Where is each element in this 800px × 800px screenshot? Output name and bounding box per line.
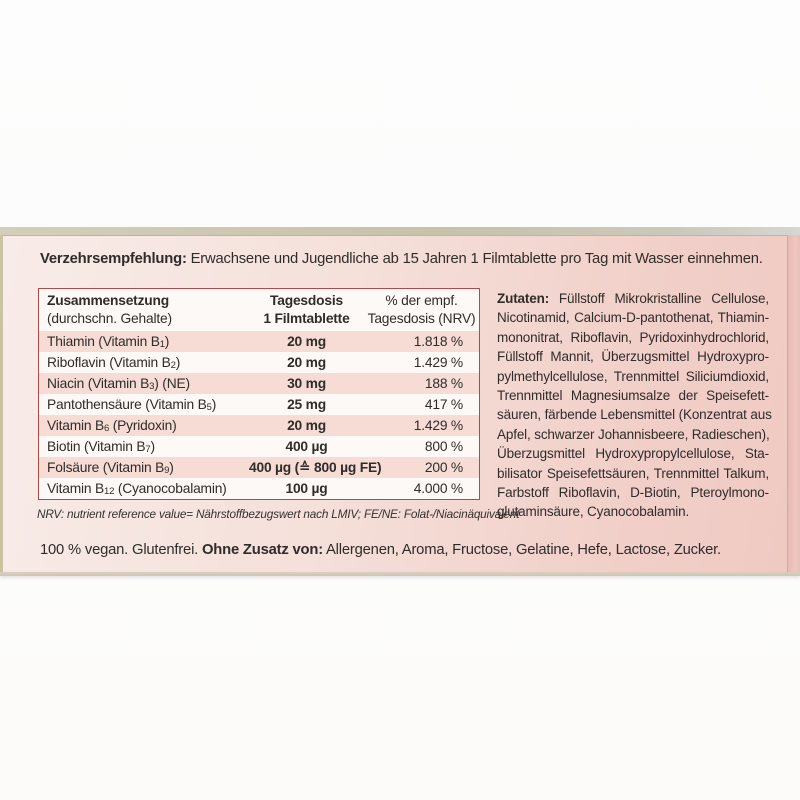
nrv-percent-value: 800 % <box>424 439 463 454</box>
table-row <box>39 394 479 415</box>
header-composition-line2: (durchschn. Gehalte) <box>47 311 172 326</box>
nutrient-name: Biotin (Vitamin B7) <box>47 439 155 456</box>
header-dose-line1: Tagesdosis <box>270 293 343 308</box>
daily-dose-value: 100 µg <box>285 481 328 496</box>
nrv-percent-value: 1.818 % <box>413 334 463 349</box>
ingredients-line: mononitrat, Riboflavin, Pyridoxinhydrochlorid, <box>497 329 769 345</box>
daily-dose-value: 20 mg <box>287 355 326 370</box>
ingredients-line: säuren, färbende Lebensmittel (Konzentrat aus <box>497 407 772 423</box>
ingredients-line: Zutaten: Füllstoff Mikrokristalline Cellulose, <box>497 291 769 306</box>
ingredients-label: Zutaten: <box>497 291 550 306</box>
vitamin-number-subscript: 2 <box>170 360 176 372</box>
table-row <box>39 373 479 394</box>
box-right-side-panel <box>787 235 800 572</box>
dosage-instruction-text: Erwachsene und Jugendliche ab 15 Jahren 1 Filmtablette pro Tag mit Wasser einnehmen. <box>186 251 763 267</box>
dosage-instruction <box>40 251 780 267</box>
claims-text-before: 100 % vegan. Glutenfrei. <box>40 542 202 558</box>
ingredients-line: bilisator Speisefettsäuren, Trennmittel Talkum, <box>497 465 769 481</box>
ingredients-line: Trennmittel Magnesiumsalze der Speisefett- <box>497 388 769 404</box>
daily-dose-value: 25 mg <box>287 397 326 412</box>
header-dose-column <box>249 292 364 331</box>
daily-dose-value: 20 mg <box>287 418 326 433</box>
header-nrv-line1: % der empf. <box>385 293 458 308</box>
vitamin-number-subscript: 1 <box>159 339 165 351</box>
header-nrv-line2: Tagesdosis (NRV) <box>367 311 476 326</box>
ingredients-line: glutaminsäure, Cyanocobalamin. <box>497 504 690 520</box>
vitamin-number-subscript: 6 <box>104 423 110 435</box>
table-row <box>39 415 479 436</box>
ingredients-line: Nicotinamid, Calcium-D-pantothenat, Thiamin- <box>497 310 769 326</box>
product-box-back-panel <box>0 227 800 576</box>
vitamin-number-subscript: 3 <box>149 381 155 393</box>
ingredients-line: Farbstoff Riboflavin, D-Biotin, Pteroylmono- <box>497 485 769 501</box>
daily-dose-value: 30 mg <box>287 376 326 391</box>
daily-dose-value: 400 µg <box>285 439 328 454</box>
daily-dose-value: 20 mg <box>287 334 326 349</box>
nrv-percent-value: 4.000 % <box>413 481 463 496</box>
nrv-percent-value: 1.429 % <box>413 355 463 370</box>
table-row <box>39 331 479 352</box>
nutrient-name: Vitamin B6 (Pyridoxin) <box>47 418 177 435</box>
claims-line <box>40 542 780 558</box>
claims-text-after: Allergenen, Aroma, Fructose, Gelatine, Hefe, Lactose, Zucker. <box>322 542 721 558</box>
nutrient-name: Vitamin B12 (Cyanocobalamin) <box>47 481 227 498</box>
ingredients-line: pylmethylcellulose, Trennmittel Siliciumdioxid, <box>497 368 769 384</box>
vitamin-number-subscript: 5 <box>206 402 212 414</box>
box-top-edge <box>0 227 800 236</box>
nutrient-name: Riboflavin (Vitamin B2) <box>47 355 181 372</box>
composition-table-rows <box>39 331 479 499</box>
nrv-percent-value: 1.429 % <box>413 418 463 433</box>
vitamin-number-subscript: 12 <box>104 486 115 498</box>
nutrient-name: Pantothensäure (Vitamin B5) <box>47 397 217 414</box>
table-row <box>39 436 479 457</box>
nrv-percent-value: 188 % <box>424 376 463 391</box>
claims-bold-label: Ohne Zusatz von: <box>201 542 323 558</box>
header-composition-column <box>39 292 249 331</box>
ingredients-line: Apfel, schwarzer Johannisbeere, Radieschen), <box>497 426 770 442</box>
vitamin-number-subscript: 9 <box>164 465 170 477</box>
ingredients-line: Überzugsmittel Hydroxypropylcellulose, Sta- <box>497 446 769 462</box>
nrv-footnote: NRV: nutrient reference value= Nährstoffbezugswert nach LMIV; FE/NE: Folat-/Niacinäquivalent <box>37 507 520 521</box>
header-dose-line2: 1 Filmtablette <box>263 311 350 326</box>
composition-table-header <box>39 289 479 331</box>
header-composition-line1: Zusammensetzung <box>47 293 169 308</box>
box-bottom-edge <box>0 572 800 576</box>
nutrient-name: Thiamin (Vitamin B1) <box>47 334 170 351</box>
nutrient-name: Niacin (Vitamin B3) (NE) <box>47 376 190 393</box>
table-row <box>39 457 479 478</box>
nutrient-name: Folsäure (Vitamin B9) <box>47 460 174 477</box>
table-row <box>39 352 479 373</box>
daily-dose-value: 400 µg (≙ 800 µg FE) <box>249 460 382 475</box>
header-nrv-column <box>364 292 479 331</box>
dosage-instruction-label: Verzehrsempfehlung: <box>40 251 187 267</box>
ingredients-paragraph <box>497 289 772 522</box>
vitamin-number-subscript: 7 <box>145 444 151 456</box>
composition-table <box>38 288 480 500</box>
table-row <box>39 478 479 499</box>
ingredients-line: Füllstoff Mannit, Überzugsmittel Hydroxypro- <box>497 349 769 365</box>
nrv-percent-value: 200 % <box>424 460 463 475</box>
nrv-percent-value: 417 % <box>424 397 463 412</box>
